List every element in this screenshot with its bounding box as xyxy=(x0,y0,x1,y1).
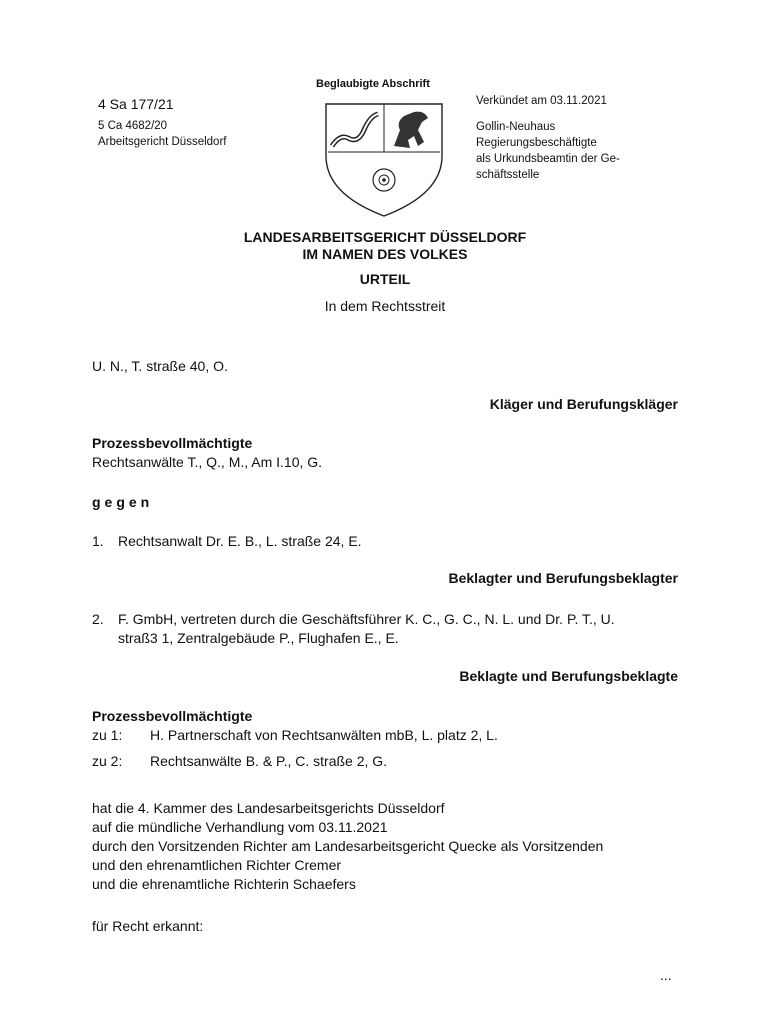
pronounced-date: Verkündet am 03.11.2021 xyxy=(476,95,607,107)
counsel-for-1-name: H. Partnerschaft von Rechtsanwälten mbB, L. platz 2, L. xyxy=(150,727,498,743)
counsel-for-2-label: zu 2: xyxy=(92,753,123,769)
defendant-2-role: Beklagte und Berufungsbeklagte xyxy=(459,668,678,684)
counsel-for-1-label: zu 1: xyxy=(92,727,123,743)
pronouncement-block xyxy=(476,93,620,183)
defendant-2-line1: F. GmbH, vertreten durch die Geschäftsführer K. C., G. C., N. L. und Dr. P. T., U. xyxy=(118,611,615,627)
plaintiff: U. N., T. straße 40, O. xyxy=(92,358,228,374)
defendant-counsel-block xyxy=(92,707,498,771)
defendant-1 xyxy=(92,532,362,551)
defendant-1-name: Rechtsanwalt Dr. E. B., L. straße 24, E. xyxy=(118,533,362,549)
counsel-label-2: Prozessbevollmächtigte xyxy=(92,708,253,724)
chamber-line-2: auf die mündliche Verhandlung vom 03.11.2021 xyxy=(92,819,388,835)
counsel-label: Prozessbevollmächtigte xyxy=(92,435,253,451)
in-the-name-of-the-people: IM NAMEN DES VOLKES xyxy=(302,246,468,262)
plaintiff-counsel-block xyxy=(92,434,322,472)
counsel-for-2-name: Rechtsanwälte B. & P., C. straße 2, G. xyxy=(150,753,388,769)
continuation-mark: ... xyxy=(660,967,672,983)
defendant-2-line2: straß3 1, Zentralgebäude P., Flughafen E., E. xyxy=(118,630,399,646)
certified-copy-label: Beglaubigte Abschrift xyxy=(316,78,430,90)
court-heading xyxy=(0,229,770,263)
lower-court-name: Arbeitsgericht Düsseldorf xyxy=(98,136,227,148)
clerk-name: Gollin-Neuhaus xyxy=(476,121,556,133)
defendant-2-number: 2. xyxy=(92,611,104,627)
defendant-1-role: Beklagter und Berufungsbeklagter xyxy=(448,570,678,586)
judgment-title: URTEIL xyxy=(359,271,411,287)
defendant-1-number: 1. xyxy=(92,533,104,549)
chamber-line-4: und den ehrenamtlichen Richter Cremer xyxy=(92,857,342,873)
chamber-line-3: durch den Vorsitzenden Richter am Landesarbeitsgericht Quecke als Vorsitzenden xyxy=(92,838,604,854)
plaintiff-counsel: Rechtsanwälte T., Q., M., Am I.10, G. xyxy=(92,454,323,470)
clerk-title: Regierungsbeschäftigte xyxy=(476,137,597,149)
chamber-line-5: und die ehrenamtliche Richterin Schaefers xyxy=(92,876,356,892)
lower-court-case-number: 5 Ca 4682/20 xyxy=(98,120,168,132)
lower-court-block xyxy=(98,118,226,150)
judgment-intro: für Recht erkannt: xyxy=(92,918,204,934)
clerk-role-line2: schäftsstelle xyxy=(476,169,540,181)
versus-label: gegen xyxy=(92,494,154,510)
coat-of-arms-icon xyxy=(318,94,450,218)
defendant-2 xyxy=(92,610,692,648)
clerk-role-line1: als Urkundsbeamtin der Ge- xyxy=(476,153,620,165)
counsel-for-1 xyxy=(92,726,498,745)
chamber-statement xyxy=(92,799,603,894)
case-number: 4 Sa 177/21 xyxy=(98,96,174,112)
counsel-for-2 xyxy=(92,752,498,771)
plaintiff-role: Kläger und Berufungskläger xyxy=(489,396,678,412)
court-name: LANDESARBEITSGERICHT DÜSSELDORF xyxy=(243,229,527,245)
chamber-line-1: hat die 4. Kammer des Landesarbeitsgerichts Düsseldorf xyxy=(92,800,445,816)
dispute-intro: In dem Rechtsstreit xyxy=(324,298,446,314)
